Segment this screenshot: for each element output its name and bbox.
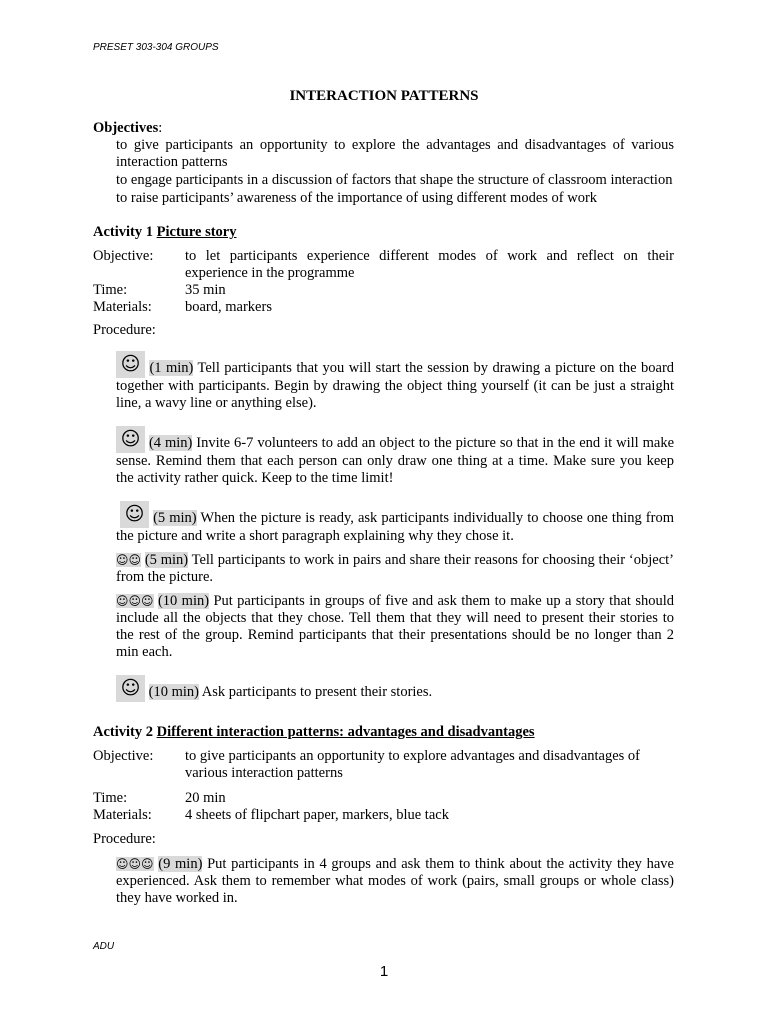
procedure-step bbox=[93, 501, 674, 545]
smiley-icon: ☺ bbox=[116, 351, 145, 378]
document-body bbox=[93, 120, 674, 907]
activity2-materials-row bbox=[93, 807, 674, 824]
step-duration: (4 min) bbox=[148, 435, 193, 451]
objectives-heading bbox=[93, 120, 674, 137]
time-value: 35 min bbox=[185, 282, 226, 298]
group-work-icon: ☺☺☺ bbox=[116, 594, 154, 608]
objective-item bbox=[93, 190, 674, 207]
step-duration: (1 min) bbox=[149, 360, 194, 376]
procedure-step bbox=[93, 856, 674, 907]
activity1-name: Picture story bbox=[156, 224, 237, 240]
pair-work-icon: ☺☺ bbox=[116, 553, 142, 567]
objective-text: to engage participants in a discussion of factors that shape the structure of classroom interaction bbox=[116, 172, 673, 188]
procedure-step bbox=[93, 675, 674, 702]
procedure-step bbox=[93, 351, 674, 412]
activity2-objective-row bbox=[93, 748, 674, 782]
objective-value: to give participants an opportunity to explore advantages and disadvantages of various interaction patterns bbox=[185, 748, 641, 781]
step-text: Tell participants that you will start the session by drawing a picture on the board together with participants. Begin by drawing the object thing yourself (it can be just a straight line, a wavy line or anything else). bbox=[116, 360, 675, 411]
activity2-time-row bbox=[93, 790, 674, 807]
activity1-materials-row bbox=[93, 299, 674, 316]
objective-item bbox=[93, 137, 674, 171]
objective-label: Objective: bbox=[93, 248, 154, 264]
smiley-icon: ☺ bbox=[116, 675, 145, 702]
procedure-step bbox=[93, 552, 674, 586]
time-label: Time: bbox=[93, 282, 128, 298]
footer-note: ADU bbox=[93, 941, 115, 952]
activity1-time-row bbox=[93, 282, 674, 299]
procedure-step bbox=[93, 593, 674, 661]
activity1-heading bbox=[93, 224, 674, 241]
running-header: PRESET 303-304 GROUPS bbox=[93, 42, 219, 53]
step-text: Invite 6-7 volunteers to add an object to the picture so that in the end it will make sense. Remind them that each person can only draw one thing at a time. Make sure you keep the activity rather quick. Keep to the time limit! bbox=[116, 435, 674, 486]
activity2-heading bbox=[93, 724, 674, 741]
step-duration: (5 min) bbox=[153, 510, 197, 526]
objective-text: to raise participants’ awareness of the importance of using different modes of work bbox=[116, 190, 598, 206]
objective-value: to let participants experience different modes of work and reflect on their experience in the programme bbox=[185, 248, 674, 281]
activity2-prefix: Activity 2 bbox=[93, 724, 153, 740]
objective-item bbox=[93, 172, 674, 189]
activity1-objective-row bbox=[93, 248, 674, 282]
materials-label: Materials: bbox=[93, 807, 152, 823]
step-duration: (10 min) bbox=[157, 593, 210, 609]
materials-label: Materials: bbox=[93, 299, 152, 315]
page-number: 1 bbox=[379, 963, 389, 980]
procedure-label: Procedure: bbox=[93, 322, 156, 338]
step-text: Ask participants to present their stories. bbox=[198, 684, 433, 700]
objectives-colon: : bbox=[158, 120, 163, 136]
materials-value: 4 sheets of flipchart paper, markers, blue tack bbox=[185, 807, 449, 823]
materials-value: board, markers bbox=[185, 299, 272, 315]
time-value: 20 min bbox=[185, 790, 226, 806]
step-duration: (9 min) bbox=[158, 856, 203, 872]
step-duration: (5 min) bbox=[144, 552, 189, 568]
activity2-name: Different interaction patterns: advantages and disadvantages bbox=[156, 724, 535, 740]
objectives-label: Objectives bbox=[93, 120, 159, 136]
step-duration: (10 min) bbox=[148, 684, 199, 700]
smiley-icon: ☺ bbox=[120, 501, 149, 528]
step-text: When the picture is ready, ask participants individually to choose one thing from the picture and write a short paragraph explaining why they chose it. bbox=[116, 510, 674, 544]
objective-label: Objective: bbox=[93, 748, 154, 764]
step-text: Tell participants to work in pairs and share their reasons for choosing their ‘object’ from the picture. bbox=[116, 552, 674, 585]
activity1-prefix: Activity 1 bbox=[93, 224, 153, 240]
step-text: Put participants in 4 groups and ask them to think about the activity they have experienced. Ask them to remember what modes of work (pairs, small groups or whole class) they have worked in. bbox=[116, 856, 674, 906]
smiley-icon: ☺ bbox=[116, 426, 145, 453]
step-text: Put participants in groups of five and ask them to make up a story that should include all the objects that they chose. Tell them that they will need to present their stories to the rest of the group. Remind participants that their presentations should be no longer than 2 min each. bbox=[116, 593, 674, 660]
procedure-label: Procedure: bbox=[93, 831, 156, 847]
objective-text: to give participants an opportunity to explore the advantages and disadvantages of various interaction patterns bbox=[116, 137, 674, 170]
time-label: Time: bbox=[93, 790, 128, 806]
document-title: INTERACTION PATTERNS bbox=[289, 88, 479, 104]
procedure-step bbox=[93, 426, 674, 487]
group-work-icon: ☺☺☺ bbox=[116, 857, 154, 871]
